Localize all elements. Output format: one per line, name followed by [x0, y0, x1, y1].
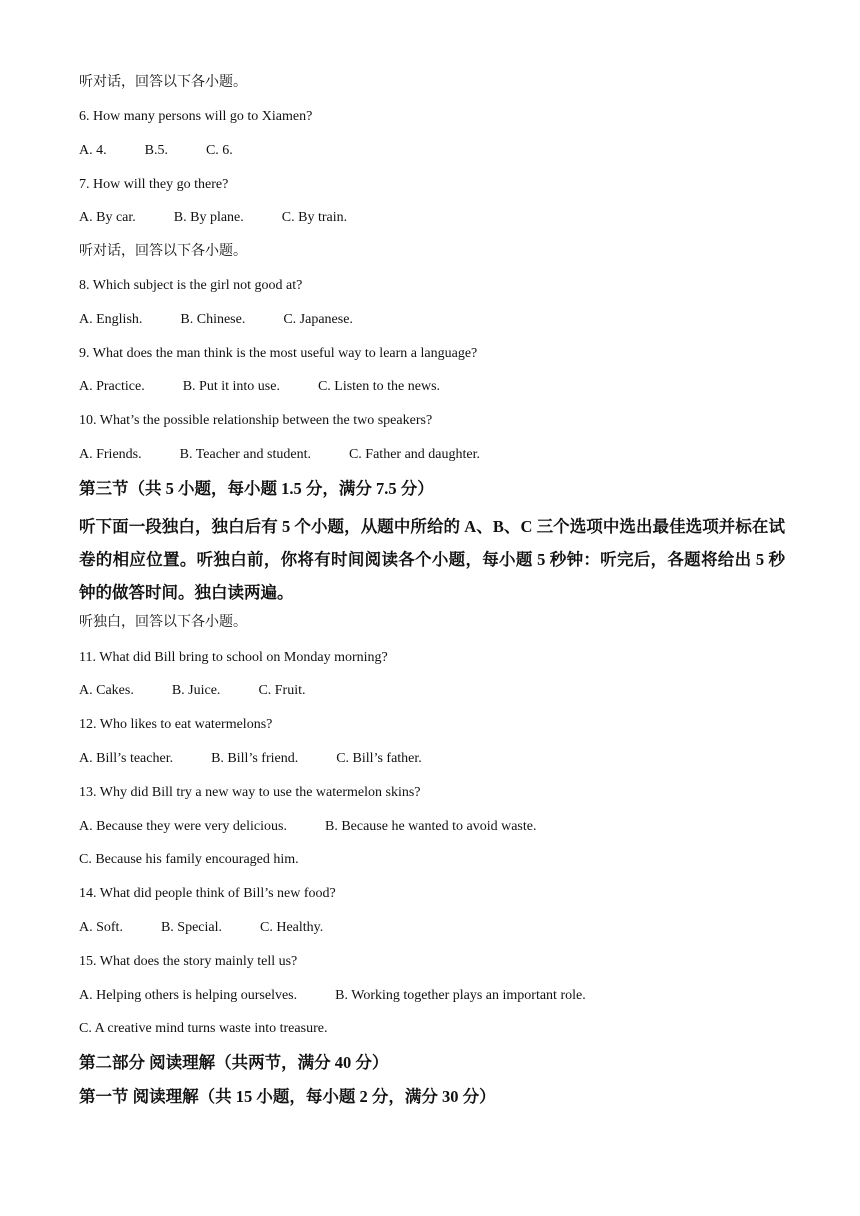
answer-options [79, 209, 347, 227]
answer-options [79, 750, 422, 768]
answer-option: C. Healthy. [260, 920, 324, 935]
answer-options [79, 446, 480, 464]
answer-options [79, 142, 233, 160]
listening-instruction: 听独白，回答以下各小题。 [79, 615, 247, 630]
section-heading: 第二部分 阅读理解（共两节，满分 40 分） [79, 1053, 389, 1072]
answer-options [79, 987, 586, 1005]
answer-option: A. Because they were very delicious. [79, 819, 287, 834]
question-10: 10. What’s the possible relationship between the two speakers? [79, 413, 433, 428]
question-8: 8. Which subject is the girl not good at? [79, 278, 303, 293]
answer-options [79, 311, 353, 329]
answer-option: A. English. [79, 312, 143, 327]
answer-option: B. Because he wanted to avoid waste. [324, 819, 537, 834]
answer-option: B. Teacher and student. [179, 447, 311, 462]
answer-option: A. Practice. [79, 379, 145, 394]
answer-option: A. By car. [79, 210, 136, 225]
question-13: 13. Why did Bill try a new way to use the watermelon skins? [79, 785, 421, 800]
answer-option: B. Bill’s friend. [211, 751, 299, 766]
answer-option: C. 6. [205, 143, 233, 158]
answer-option: B. Chinese. [180, 312, 246, 327]
answer-options [79, 919, 323, 937]
answer-option: B. Put it into use. [182, 379, 280, 394]
answer-option: A. Bill’s teacher. [79, 751, 174, 766]
answer-option: B. Working together plays an important role. [335, 988, 586, 1003]
section-instructions: 听下面一段独白，独白后有 5 个小题，从题中所给的 A、B、C 三个选项中选出最佳选项并标在试卷的相应位置。听独白前，你将有时间阅读各个小题，每小题 5 秒钟：听完后，各题将给出 5 秒钟的做答时间。独白读两遍。 [79, 517, 786, 602]
question-11: 11. What did Bill bring to school on Monday morning? [79, 650, 388, 665]
listening-instruction: 听对话，回答以下各小题。 [79, 75, 247, 90]
question-9: 9. What does the man think is the most useful way to learn a language? [79, 346, 478, 361]
answer-option: B.5. [144, 143, 168, 158]
section-heading: 第一节 阅读理解（共 15 小题，每小题 2 分，满分 30 分） [79, 1087, 496, 1106]
answer-option: B. By plane. [173, 210, 244, 225]
answer-option: C. Bill’s father. [336, 751, 422, 766]
answer-option: C. Fruit. [258, 683, 306, 698]
answer-option: C. Listen to the news. [317, 379, 441, 394]
answer-option: C. Japanese. [283, 312, 353, 327]
answer-options [79, 378, 440, 396]
answer-option: B. Juice. [171, 683, 221, 698]
answer-options [79, 682, 306, 700]
answer-option: A. 4. [79, 143, 107, 158]
listening-instruction: 听对话，回答以下各小题。 [79, 244, 247, 259]
answer-option: C. By train. [281, 210, 348, 225]
question-7: 7. How will they go there? [79, 177, 229, 192]
answer-option: C. Because his family encouraged him. [79, 852, 299, 867]
question-15: 15. What does the story mainly tell us? [79, 954, 298, 969]
question-12: 12. Who likes to eat watermelons? [79, 717, 273, 732]
answer-option: B. Special. [160, 920, 222, 935]
answer-option: C. Father and daughter. [348, 447, 480, 462]
answer-option: A. Cakes. [79, 683, 134, 698]
section-heading: 第三节（共 5 小题，每小题 1.5 分，满分 7.5 分） [79, 479, 434, 498]
answer-option: A. Soft. [79, 920, 123, 935]
question-6: 6. How many persons will go to Xiamen? [79, 109, 313, 124]
question-14: 14. What did people think of Bill’s new food? [79, 886, 336, 901]
answer-option: A. Friends. [79, 447, 142, 462]
answer-option: A. Helping others is helping ourselves. [79, 988, 298, 1003]
answer-option: C. A creative mind turns waste into treasure. [79, 1021, 328, 1036]
answer-options [79, 818, 536, 836]
